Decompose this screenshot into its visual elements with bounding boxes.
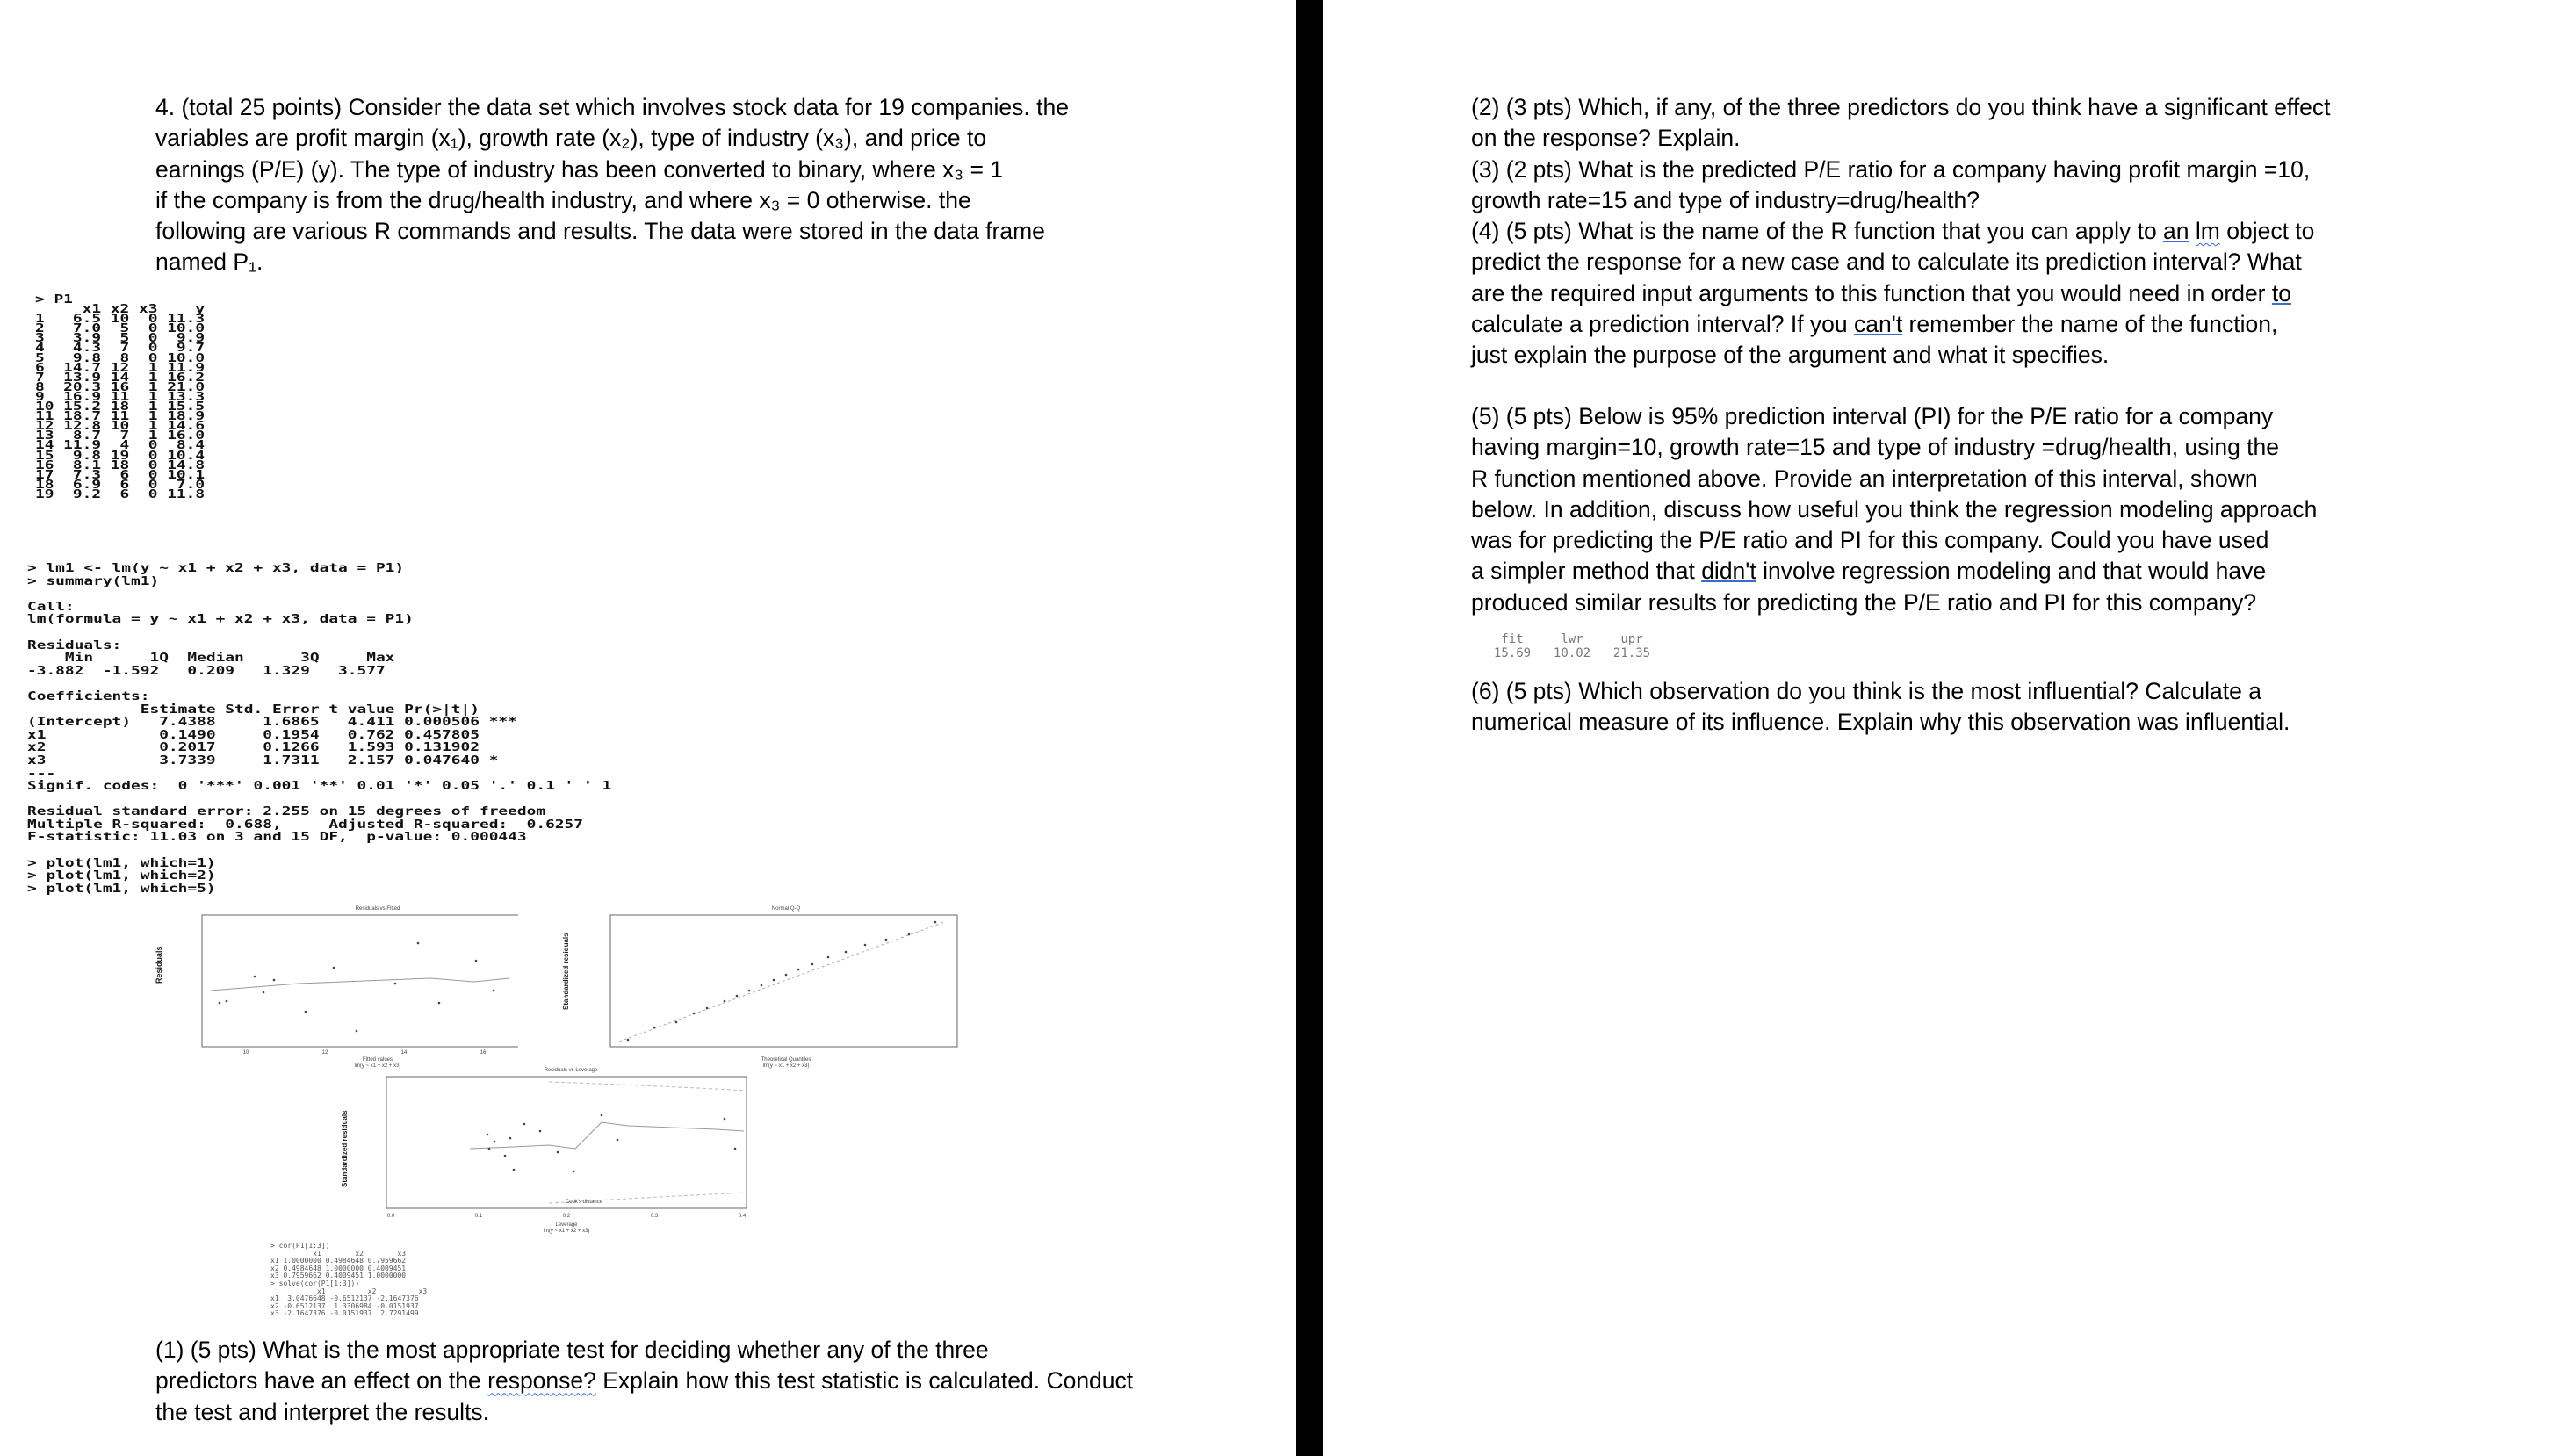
p3-points <box>487 1114 737 1173</box>
p3-smoother-line <box>470 1122 744 1149</box>
q4-flagged-cant: can't <box>1854 311 1903 338</box>
p2-point <box>736 995 739 998</box>
questions-2-to-4 <box>1471 92 2402 371</box>
p2-point <box>724 1000 726 1003</box>
p3-frame <box>386 1077 747 1208</box>
p1-smoother-line <box>211 978 509 991</box>
r-data-listing: > P1 x1 x2 x3 y 1 6.5 10 0 11.3 2 7.0 5 0 10.0 3 3.9 5 0 9.9 4 4.3 7 0 9.7 5 9.8 8 0 10.0 6 14.7 12 1 11.9 7 13.9 14 1 16.2 8 20.3 16 1 21.0 9 16.9 11 1 13.3 10 15.2 18 1 15.5 11 18.7 11 1 18.9 12 12.8 10 1 14.6 13 8.7 7 1 16.0 14 11.9 4 0 8.4 15 9.8 19 0 10.4 16 8.1 18 0 14.8 17 7.3 6 0 10.1 18 6.9 6 0 7.0 19 9.2 6 0 11.8 <box>35 292 206 501</box>
p2-point <box>748 990 751 992</box>
p3-point <box>513 1169 516 1171</box>
p2-point <box>773 979 775 982</box>
p2-sub: lm(y ~ x1 + x2 + x3) <box>762 1063 810 1069</box>
pi-value-lwr: 10.02 <box>1553 646 1591 660</box>
p2-point <box>811 963 814 966</box>
p2-ylabel: Standardized residuals <box>562 933 570 1010</box>
p3-point <box>494 1141 496 1143</box>
question-3: (3) (2 pts) What is the predicted P/E ratio for a company having profit margin =10, growth rate=15 and type of industry=drug/health? <box>1471 155 2311 213</box>
pi-header-row <box>1482 632 1662 646</box>
q4-text: (4) (5 pts) What is the name of the R function that you can apply to <box>1471 218 2164 245</box>
p3-cooks-upper <box>549 1082 747 1091</box>
p3-cooks-label: Cook's distance <box>565 1200 603 1205</box>
pi-header-lwr: lwr <box>1561 632 1583 646</box>
p1-point <box>438 1002 441 1005</box>
p3-xtick: 0.0 <box>386 1214 395 1219</box>
p1-xtick: 16 <box>480 1050 487 1056</box>
p1-point <box>273 979 276 982</box>
q4-flagged-to: to <box>2271 279 2291 306</box>
p3-point <box>539 1130 542 1133</box>
p2-point <box>675 1021 678 1024</box>
page-divider <box>1296 0 1323 1456</box>
pi-value-upr: 21.35 <box>1612 646 1651 660</box>
p2-point <box>693 1013 696 1015</box>
p3-point <box>509 1137 512 1140</box>
p3-point <box>601 1114 603 1117</box>
p3-title: Residuals vs Leverage <box>544 1068 598 1073</box>
p3-point <box>504 1155 507 1157</box>
p1-point <box>394 983 397 985</box>
p1-point <box>305 1011 307 1013</box>
p1-point <box>254 976 256 978</box>
q5-flagged-didnt: didn't <box>1701 558 1756 585</box>
p3-xtick: 0.4 <box>738 1214 747 1219</box>
p3-xticks <box>387 1214 747 1219</box>
p1-sub: lm(y ~ x1 + x2 + x3) <box>354 1063 401 1069</box>
p2-title: Normal Q-Q <box>771 906 801 912</box>
right-page <box>1323 0 2575 1456</box>
p3-xtick: 0.2 <box>562 1214 571 1219</box>
q1-flagged-word: response? <box>487 1367 596 1395</box>
p1-point <box>493 990 495 992</box>
p3-point <box>617 1139 619 1142</box>
q4-text-d: remember the name of the function, just explain the purpose of the argument and what it specifies. <box>1471 311 2278 369</box>
pi-value-row <box>1482 646 1662 660</box>
q5-text: (5) (5 pts) Below is 95% prediction interval (PI) for the P/E ratio for a company having margin=10, growth rate=15 and type of industry =drug/health, using the R function mentioned above. Provide an interpretation of this interval, shown below. In addition, discuss how useful you think the regression modeling approach was for predicting the P/E ratio and PI for this company. Could you have used a simpler method that <box>1471 403 2318 585</box>
p3-xtick: 0.3 <box>650 1214 659 1219</box>
p3-xtick: 0.1 <box>474 1214 483 1219</box>
p3-point <box>557 1151 559 1154</box>
p1-point <box>417 942 420 945</box>
residuals-vs-fitted-plot <box>149 905 518 1071</box>
p1-xtick: 14 <box>400 1050 408 1056</box>
pi-header-upr: upr <box>1620 632 1643 646</box>
q4-text-c: calculate a prediction interval? If you <box>1471 311 1848 338</box>
p1-point <box>356 1030 358 1033</box>
pi-header-fit: fit <box>1501 632 1524 646</box>
p2-xlabel: Theoretical Quantiles <box>761 1057 811 1063</box>
p2-point <box>761 984 763 987</box>
p2-point <box>653 1027 656 1029</box>
p1-xtick: 10 <box>242 1050 249 1056</box>
p2-point <box>885 939 888 941</box>
normal-qq-plot <box>549 905 970 1071</box>
p1-point <box>333 967 335 969</box>
q4-text-b: object to predict the response for a new case and to calculate its prediction interval? What are the required input arguments to this function that you would need in order <box>1471 218 2315 306</box>
p1-xticks <box>243 1050 487 1056</box>
q5-text-b: involve regression modeling and that would have produced similar results for predicting the P/E ratio and PI for this company? <box>1471 558 2267 616</box>
p3-sub: lm(y ~ x1 + x2 + x3) <box>543 1229 590 1234</box>
p3-point <box>724 1118 726 1121</box>
p1-title: Residuals vs Fitted <box>355 906 400 912</box>
p2-point <box>785 974 788 977</box>
question-1 <box>155 1335 1174 1428</box>
p2-point <box>908 933 911 936</box>
p1-point <box>475 960 478 962</box>
pi-value-fit: 15.69 <box>1493 646 1532 660</box>
p3-point <box>734 1148 737 1150</box>
p3-point <box>487 1134 489 1136</box>
p2-point <box>864 944 867 947</box>
p1-point <box>263 991 265 994</box>
p2-point <box>934 921 937 924</box>
p1-point <box>226 1000 228 1003</box>
p1-xlabel: Fitted values <box>362 1057 393 1063</box>
r-summary-output: > lm1 <- lm(y ~ x1 + x2 + x3, data = P1) > summary(lm1) Call: lm(formula = y ~ x1 + x2 + x3, data = P1) Residuals: Min 1Q Median 3Q Max -3.882 -1.592 0.209 1.329 3.577 Coefficients: Estimate Std. Error t value Pr(>|t|) (Intercept) 7.4388 1.6865 4.411 0.000506 *** x1 0.1490 0.1954 0.762 0.457805 x2 0.2017 0.1266 1.593 0.131902 x3 3.7339 1.7311 2.157 0.047640 * --- Signif. codes: 0 '***' 0.001 '**' 0.01 '*' 0.05 '.' 0.1 ' ' 1 Residual standard error: 2.255 on 15 degrees of freedom Multiple R-squared: 0.688, Adjusted R-squared: 0.6257 F-statistic: 11.03 on 3 and 15 DF, p-value: 0.000443 > plot(lm1, which=1) > plot(lm1, which=2) > plot(lm1, which=5) <box>27 561 612 896</box>
residuals-vs-leverage-plot <box>338 1064 795 1249</box>
q4-flagged-an: an <box>2163 218 2189 245</box>
p3-point <box>573 1171 575 1173</box>
p1-ylabel: Residuals <box>155 946 163 984</box>
p2-points <box>627 921 937 1042</box>
p2-point <box>845 951 848 954</box>
p1-xtick: 12 <box>321 1050 328 1056</box>
question-4 <box>1471 218 2314 368</box>
q1-text: (1) (5 pts) What is the most appropriate test for deciding whether any of the three predictors have an effect on the <box>155 1337 989 1395</box>
p2-point <box>627 1039 630 1042</box>
correlation-output: > cor(P1[1:3]) x1 x2 x3 x1 1.0000000 0.4984648 0.7959662 x2 0.4984648 1.0000000 0.4009451 x3 0.7959662 0.4009451 1.0000000 > solve(cor(P1[1:3])) x1 x2 x3 x1 3.0476648 -0.6512137 -2.1647376 x2 -0.6512137 1.3306984 -0.0151937 x3 -2.1647376 -0.0151937 2.7291499 <box>270 1242 428 1318</box>
q1-text-rest: Explain how this test statistic is calculated. Conduct the test and interpret the results. <box>155 1367 1134 1425</box>
p1-point <box>219 1002 221 1005</box>
p3-xlabel: Leverage <box>555 1222 578 1228</box>
prediction-interval-table <box>1482 632 1662 660</box>
p3-point <box>523 1123 526 1126</box>
q4-flagged-lm: lm <box>2195 218 2220 245</box>
question-intro: 4. (total 25 points) Consider the data set which involves stock data for 19 companies. the variables are profit margin (x₁), growth rate (x₂), type of industry (x₃), and price to earnings (P/E) (y). The type of industry has been converted to binary, where x₃ = 1 if the company is from the drug/health industry, and where x₃ = 0 otherwise. the following are various R commands and results. The data were stored in the data frame named P₁. <box>155 94 1069 276</box>
p2-point <box>827 956 830 959</box>
p2-reference-line <box>619 922 944 1042</box>
p2-point <box>797 969 800 971</box>
p2-point <box>706 1007 709 1010</box>
question-6: (6) (5 pts) Which observation do you think is the most influential? Calculate a numerical measure of its influence. Explain why this observation was influential. <box>1471 678 2290 736</box>
question-5 <box>1471 401 2402 618</box>
p3-point <box>488 1148 491 1150</box>
question-2: (2) (3 pts) Which, if any, of the three predictors do you think have a significant effect on the response? Explain. <box>1471 94 2331 152</box>
p3-ylabel: Standardized residuals <box>341 1110 349 1187</box>
